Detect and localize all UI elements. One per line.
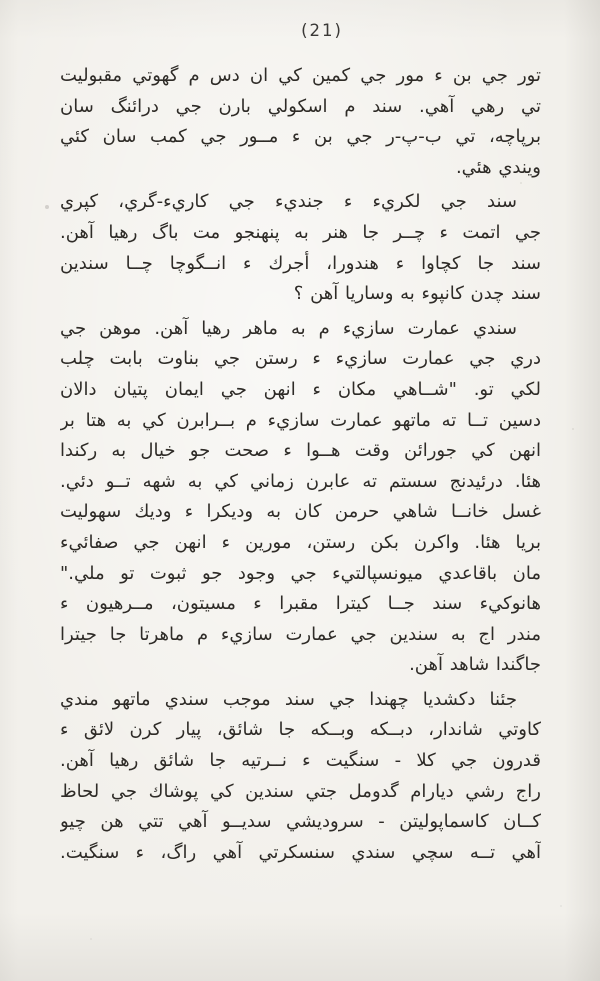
- text-line: مندر اج به سندين جي عمارت سازيء م ماهرتا جا جيترا: [60, 623, 541, 645]
- text-line: تور جي بن ء مور جي كمين كي ان دس م گهوتي مقبوليت: [60, 65, 541, 86]
- text-line: جاگندا شاهد آهن.: [409, 654, 541, 676]
- text-line: كاوتي شاندار، دبــكه وبــكه جا شائق، پيار كرن لائق ء: [60, 719, 541, 741]
- text-line: جي اتمت ء چــر جا هنر به پنهنجو مت باگ رهيا آهن.: [60, 221, 541, 243]
- paragraph: [60, 187, 541, 309]
- text-line: بريا هئا. واكرن بكن رستن، مورين ء انهن جي صفائيء: [60, 531, 541, 553]
- text-line: تي رهي آهي. سند م اسكولي بارن جي درائنگ سان: [60, 95, 541, 117]
- text-line: هئا. درئيدنج سستم ته عابرن زماني كي به شهه تــو دئي.: [60, 470, 541, 492]
- paragraph: [60, 314, 541, 681]
- text-line: سند جي لكريء ء جنديء جي كاريء-گري، كپري: [60, 191, 517, 213]
- text-line: آهي تــه سچي سندي سنسكرتي آهي راگ، ء سنگيت.: [60, 841, 541, 863]
- text-line: جئنا دكشديا چهندا جي سند موجب سندي ماتهو مندي: [60, 688, 517, 710]
- text-line: كــان كاسماپوليتن - سروديشي سديــو آهي تتي هن چيو: [60, 811, 541, 833]
- paragraph: [60, 61, 541, 183]
- page-text: [60, 61, 541, 868]
- text-line: برپاچه، تي ب-پ-ر جي بن ء مــور جي كمب سان كئي: [60, 126, 541, 148]
- text-line: قدرون جي كلا - سنگيت ء نــرتيه جا شائق رهيا آهن.: [60, 750, 541, 772]
- text-line: سند جا كچاوا ء هندورا، أجرك ء انــگوچا چــا سندين: [60, 252, 541, 274]
- paragraph: [60, 685, 541, 869]
- scan-speckles: [0, 0, 2, 2]
- text-line: غسل خانــا شاهي حرمن كان به وديكرا ء وديك سهوليت: [60, 501, 541, 523]
- text-line: دري جي عمارت سازيء ء رستن جي بناوت بابت چلب: [60, 348, 541, 370]
- text-line: سند چدن كانپوء به وساريا آهن ؟: [293, 283, 541, 305]
- text-line: مان باقاعدي ميونسپالتيء جي وجود جو ثبوت تو ملي.": [60, 562, 541, 584]
- text-line: هانوكيء سند جــا كيترا مقبرا ء مسيتون، مــرهيون ء: [60, 593, 541, 615]
- text-line: لكي تو. "شــاهي مكان ء انهن جي ايمان پتيان دالان: [60, 378, 541, 400]
- text-line: ويندي هئي.: [455, 156, 541, 178]
- text-line: سندي عمارت سازيء م به ماهر رهيا آهن. موهن جي: [60, 317, 517, 339]
- text-line: راج رشي ديارام گدومل جتي سندين كي پوشاك جي لحاظ: [60, 780, 541, 802]
- text-line: انهن كي جورائن وقت هــوا ء صحت جو خيال به ركندا: [60, 440, 541, 462]
- page-number: (21): [301, 21, 343, 40]
- text-line: دسين تــا ته ماتهو عمارت سازيء م بــرابرن كي به هتا بر: [60, 409, 541, 431]
